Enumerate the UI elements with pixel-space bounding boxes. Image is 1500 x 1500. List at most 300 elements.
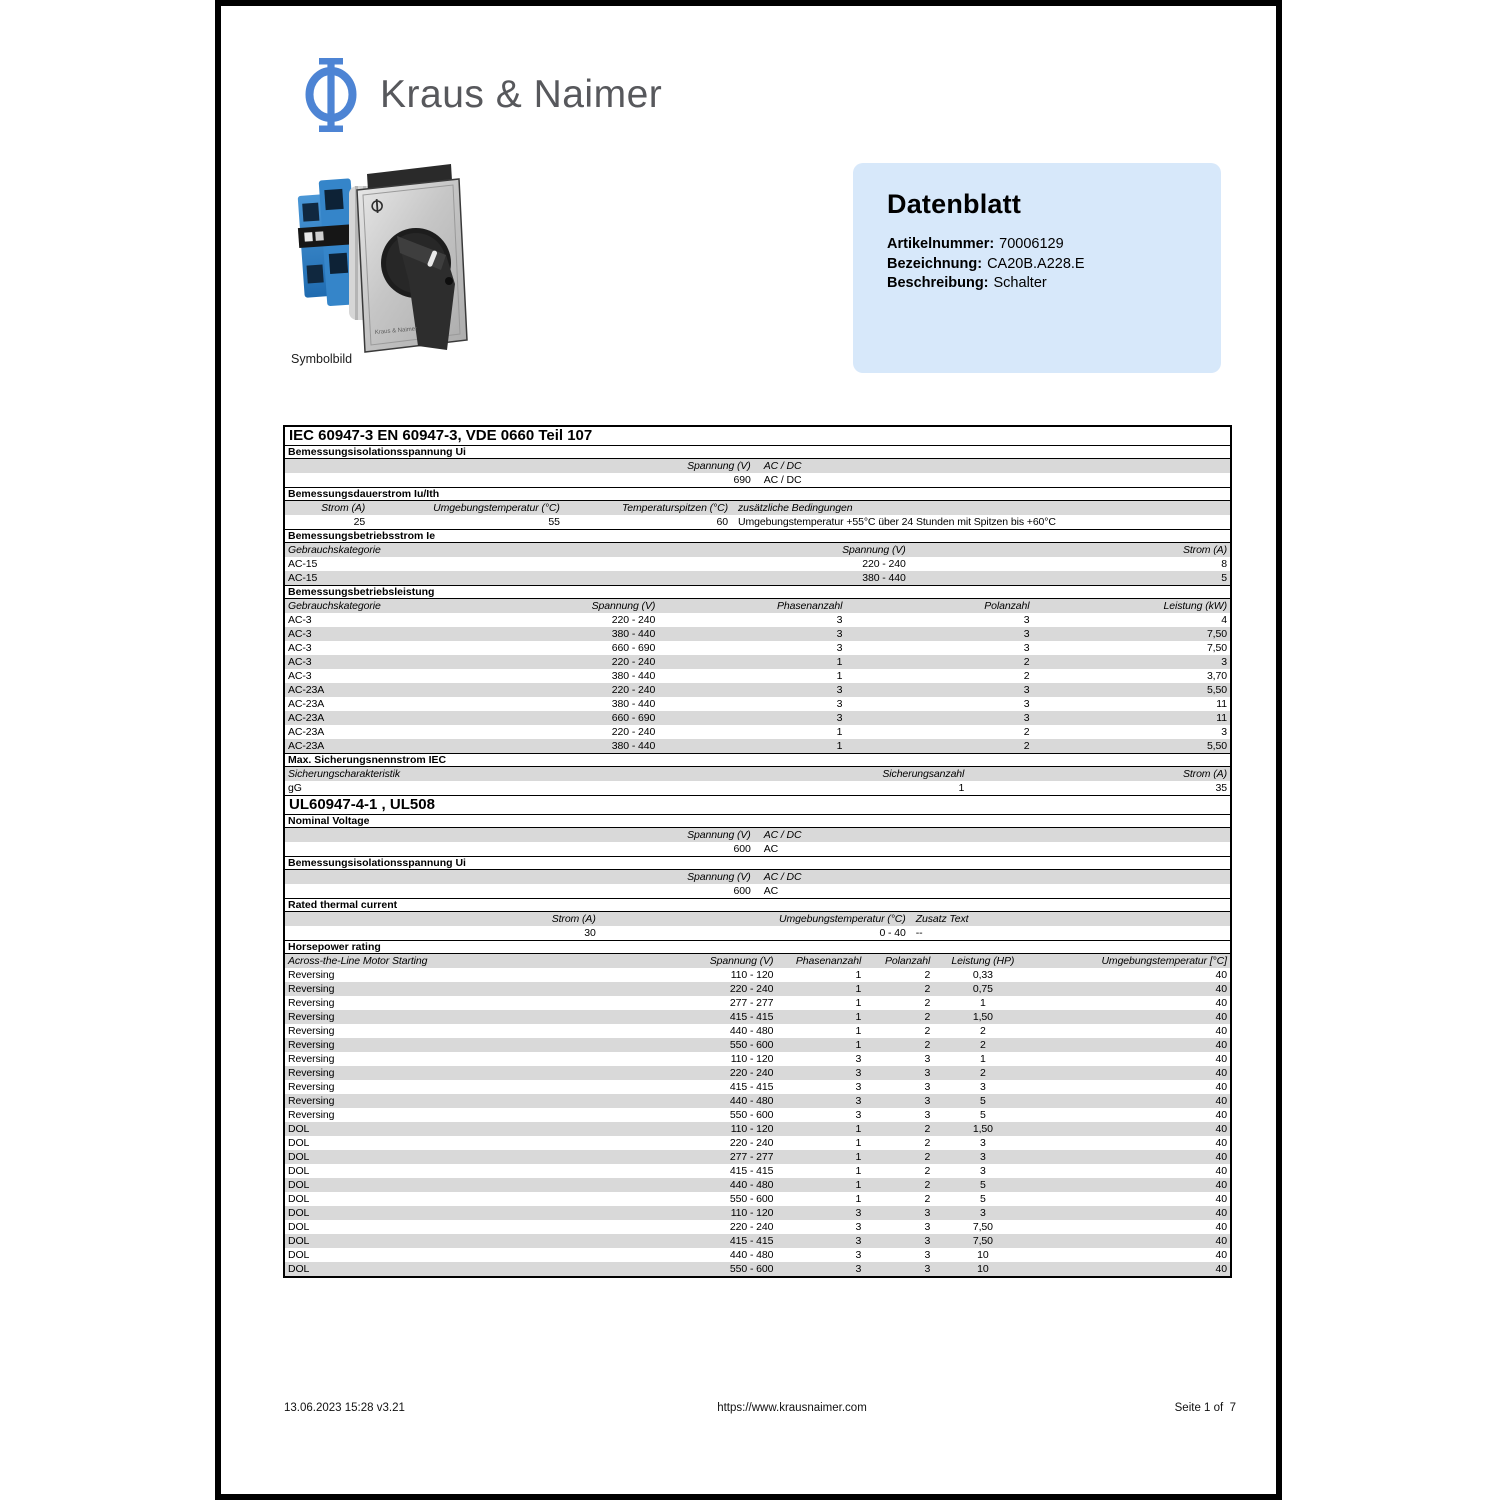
table-header-cell: Leistung (kW) — [1163, 600, 1227, 612]
table-header-cell: Phasenanzahl — [777, 600, 843, 612]
datasheet-info-box — [853, 163, 1221, 373]
table-header-cell: Strom (A) — [321, 502, 366, 514]
table-cell: DOL — [288, 1249, 310, 1261]
table-cell: 2 — [924, 1179, 931, 1191]
table-data-row — [285, 982, 1230, 996]
table-header-cell: Strom (A) — [551, 913, 596, 925]
table-cell: 110 - 120 — [730, 1207, 774, 1219]
table-header-row — [285, 501, 1230, 515]
table-cell: Reversing — [288, 983, 335, 995]
table-cell: 40 — [1215, 1249, 1227, 1261]
table-cell: Reversing — [288, 1039, 335, 1051]
table-header-cell: Phasenanzahl — [795, 955, 862, 967]
table-data-row — [285, 1234, 1230, 1248]
table-cell: 0 - 40 — [879, 927, 906, 939]
table-cell: 40 — [1215, 1053, 1227, 1065]
table-subtitle-row: Nominal Voltage — [285, 815, 1230, 828]
table-cell: Reversing — [288, 969, 335, 981]
table-cell: 40 — [1215, 1151, 1227, 1163]
designation-line — [887, 255, 1201, 275]
table-cell: 2 — [1023, 726, 1030, 738]
description-value: Schalter — [993, 275, 1047, 291]
table-cell: DOL — [288, 1221, 310, 1233]
table-cell: 40 — [1215, 1025, 1227, 1037]
table-cell: 2 — [979, 1067, 986, 1079]
article-number-value: 70006129 — [999, 236, 1064, 252]
table-data-row — [285, 571, 1230, 585]
table-header-cell: Leistung (HP) — [951, 955, 1015, 967]
designation-value: CA20B.A228.E — [987, 255, 1085, 272]
table-data-row — [285, 641, 1230, 655]
table-cell: 2 — [924, 997, 931, 1009]
table-cell: 3 — [924, 1109, 931, 1121]
table-data-row — [285, 1066, 1230, 1080]
table-cell: 690 — [733, 474, 751, 486]
table-data-row — [285, 996, 1230, 1010]
table-cell: 1 — [855, 969, 862, 981]
table-cell: 1 — [836, 740, 843, 752]
table-cell: 3 — [924, 1207, 931, 1219]
table-cell: 3 — [836, 642, 843, 654]
table-cell: 440 - 480 — [729, 1249, 774, 1261]
table-cell: 5 — [979, 1095, 986, 1107]
table-data-row — [285, 1220, 1230, 1234]
table-cell: 5 — [979, 1179, 986, 1191]
table-cell: 277 - 277 — [729, 997, 774, 1009]
table-header-row — [285, 870, 1230, 884]
table-data-row — [285, 1150, 1230, 1164]
table-cell: 380 - 440 — [611, 740, 656, 752]
table-cell: 1 — [836, 726, 843, 738]
table-cell: 550 - 600 — [729, 1193, 774, 1205]
table-cell: 2 — [924, 1193, 931, 1205]
table-data-row — [285, 1136, 1230, 1150]
table-cell: 3 — [855, 1249, 862, 1261]
table-cell: 2 — [1023, 656, 1030, 668]
table-cell: 3 — [836, 614, 843, 626]
table-cell: 3 — [1023, 628, 1030, 640]
table-cell: 2 — [924, 983, 931, 995]
table-cell: 3 — [924, 1235, 931, 1247]
table-cell: AC-23A — [288, 740, 325, 752]
table-header-cell: Polanzahl — [984, 600, 1030, 612]
table-cell: 1,50 — [972, 1011, 993, 1023]
table-cell: 3 — [979, 1207, 986, 1219]
table-cell: 55 — [548, 516, 560, 528]
table-cell: 2 — [979, 1025, 986, 1037]
table-cell: 440 - 480 — [729, 1179, 774, 1191]
table-cell: AC-3 — [288, 642, 312, 654]
footer-url: https://www.krausnaimer.com — [717, 1402, 867, 1414]
table-subtitle-row: Bemessungsisolationsspannung Ui — [285, 856, 1230, 870]
table-cell: 3 — [836, 698, 843, 710]
table-cell: 3 — [855, 1207, 862, 1219]
table-cell: 1 — [855, 1039, 862, 1051]
table-data-row — [285, 1206, 1230, 1220]
table-data-row — [285, 1094, 1230, 1108]
table-cell: 2 — [924, 1137, 931, 1149]
table-cell: 1 — [855, 1179, 862, 1191]
table-header-cell: Gebrauchskategorie — [288, 600, 381, 612]
brand-name: Kraus & Naimer — [380, 73, 663, 116]
table-header-cell: Polanzahl — [885, 955, 931, 967]
table-cell: 3 — [836, 628, 843, 640]
table-cell: 2 — [924, 1123, 931, 1135]
table-cell: 3 — [979, 1151, 986, 1163]
table-cell: 3 — [855, 1095, 862, 1107]
table-header-cell: Umgebungstemperatur (°C) — [779, 913, 906, 925]
table-cell: 2 — [924, 1025, 931, 1037]
table-cell: AC — [763, 843, 779, 855]
table-cell: 3 — [1023, 698, 1030, 710]
table-cell: 7,50 — [1206, 628, 1227, 640]
table-cell: AC-23A — [288, 726, 325, 738]
table-cell: 3 — [855, 1109, 862, 1121]
table-data-row — [285, 655, 1230, 669]
table-cell: AC-15 — [288, 572, 318, 584]
table-cell: 3 — [1221, 656, 1227, 668]
table-cell: 1 — [836, 670, 843, 682]
table-header-cell: AC / DC — [763, 460, 802, 472]
table-cell: 5,50 — [1206, 740, 1227, 752]
brand-logo — [305, 56, 662, 134]
table-cell: 2 — [1023, 670, 1030, 682]
table-cell: -- — [915, 927, 923, 939]
table-cell: 3 — [855, 1235, 862, 1247]
table-cell: 3 — [836, 712, 843, 724]
table-cell: 600 — [733, 843, 751, 855]
table-cell: 5 — [979, 1193, 986, 1205]
table-cell: 1,50 — [972, 1123, 993, 1135]
table-header-cell: Spannung (V) — [687, 829, 751, 841]
table-cell: 40 — [1215, 1067, 1227, 1079]
table-subtitle-row: Bemessungsbetriebsleistung — [285, 585, 1230, 599]
table-cell: 40 — [1215, 1179, 1227, 1191]
table-cell: 2 — [924, 1011, 931, 1023]
table-data-row — [285, 1122, 1230, 1136]
table-cell: 3 — [855, 1067, 862, 1079]
table-header-cell: Spannung (V) — [842, 544, 906, 556]
table-cell: 10 — [977, 1249, 989, 1261]
footer-page-number: Seite 1 of 7 — [1174, 1402, 1236, 1414]
table-header-cell: Spannung (V) — [591, 600, 656, 612]
table-cell: 7,50 — [972, 1221, 993, 1233]
table-cell: Reversing — [288, 1067, 335, 1079]
table-cell: Reversing — [288, 1095, 335, 1107]
table-data-row — [285, 1052, 1230, 1066]
table-cell: 8 — [1221, 558, 1227, 570]
table-cell: 3 — [924, 1053, 931, 1065]
table-cell: 3 — [924, 1095, 931, 1107]
table-data-row — [285, 1192, 1230, 1206]
table-header-cell: zusätzliche Bedingungen — [738, 502, 853, 514]
table-cell: DOL — [288, 1263, 310, 1275]
table-header-cell: AC / DC — [763, 829, 802, 841]
table-cell: 1 — [979, 1053, 986, 1065]
plate-brand-text: Kraus & Naimer — [374, 326, 418, 336]
table-cell: 10 — [977, 1263, 989, 1275]
table-cell: 2 — [924, 969, 931, 981]
table-cell: 3 — [836, 684, 843, 696]
table-data-row — [285, 725, 1230, 739]
table-cell: 40 — [1215, 1039, 1227, 1051]
table-cell: 3 — [855, 1081, 862, 1093]
table-cell: 380 - 440 — [611, 670, 656, 682]
table-cell: 110 - 120 — [730, 969, 774, 981]
table-cell: 11 — [1216, 712, 1227, 724]
table-cell: 220 - 240 — [729, 1137, 774, 1149]
table-cell: 7,50 — [1206, 642, 1227, 654]
table-cell: 1 — [855, 1165, 862, 1177]
table-cell: 277 - 277 — [729, 1151, 774, 1163]
table-data-row — [285, 968, 1230, 982]
table-cell: 110 - 120 — [730, 1123, 774, 1135]
table-data-row — [285, 884, 1230, 898]
table-data-row — [285, 926, 1230, 940]
table-cell: 3 — [924, 1081, 931, 1093]
table-data-row — [285, 711, 1230, 725]
table-cell: AC-3 — [288, 614, 312, 626]
table-data-row — [285, 739, 1230, 753]
table-data-row — [285, 697, 1230, 711]
table-cell: 3 — [1023, 642, 1030, 654]
table-cell: 3 — [979, 1081, 986, 1093]
table-cell: 3 — [924, 1263, 931, 1275]
table-cell: 1 — [855, 1137, 862, 1149]
table-header-cell: Strom (A) — [1182, 544, 1227, 556]
table-cell: gG — [288, 782, 302, 794]
table-cell: 1 — [958, 782, 965, 794]
table-cell: 415 - 415 — [729, 1081, 774, 1093]
table-cell: 40 — [1215, 983, 1227, 995]
table-data-row — [285, 683, 1230, 697]
table-cell: 5 — [979, 1109, 986, 1121]
table-cell: 3 — [979, 1165, 986, 1177]
table-data-row — [285, 1262, 1230, 1276]
table-cell: 1 — [855, 997, 862, 1009]
table-data-row — [285, 613, 1230, 627]
table-cell: 3 — [1023, 712, 1030, 724]
table-cell: 2 — [1023, 740, 1030, 752]
table-data-row — [285, 781, 1230, 795]
table-header-cell: Temperaturspitzen (°C) — [621, 502, 729, 514]
product-image — [297, 162, 475, 358]
table-cell: 40 — [1215, 1081, 1227, 1093]
description-label: Beschreibung: — [887, 275, 989, 291]
table-cell: Reversing — [288, 1053, 335, 1065]
table-header-cell: Gebrauchskategorie — [288, 544, 381, 556]
datasheet-page — [215, 0, 1282, 1500]
table-cell: AC-23A — [288, 712, 325, 724]
table-cell: 110 - 120 — [730, 1053, 774, 1065]
table-data-row — [285, 515, 1230, 529]
table-cell: 3 — [924, 1221, 931, 1233]
table-cell: 3 — [1023, 614, 1030, 626]
table-cell: 2 — [924, 1165, 931, 1177]
table-subtitle-row: Bemessungsisolationsspannung Ui — [285, 446, 1230, 459]
table-cell: AC-23A — [288, 698, 325, 710]
table-cell: 660 - 690 — [611, 712, 656, 724]
article-number-label: Artikelnummer: — [887, 236, 995, 252]
table-cell: 40 — [1215, 1221, 1227, 1233]
table-cell: 40 — [1215, 997, 1227, 1009]
table-cell: 220 - 240 — [729, 1067, 774, 1079]
table-cell: DOL — [288, 1137, 310, 1149]
table-cell: 220 - 240 — [611, 726, 656, 738]
table-data-row — [285, 1108, 1230, 1122]
table-cell: 0,33 — [972, 969, 993, 981]
table-cell: DOL — [288, 1179, 310, 1191]
table-cell: 40 — [1215, 969, 1227, 981]
table-subtitle-row: Bemessungsdauerstrom Iu/Ith — [285, 487, 1230, 501]
table-cell: 220 - 240 — [611, 684, 656, 696]
table-header-cell: AC / DC — [763, 871, 802, 883]
table-cell: 1 — [855, 1025, 862, 1037]
table-header-cell: Across-the-Line Motor Starting — [288, 955, 428, 967]
table-header-cell: Spannung (V) — [709, 955, 774, 967]
table-cell: 660 - 690 — [611, 642, 656, 654]
table-cell: 415 - 415 — [729, 1011, 774, 1023]
table-header-cell: Spannung (V) — [687, 460, 751, 472]
table-cell: 7,50 — [972, 1235, 993, 1247]
table-cell: 3 — [1023, 684, 1030, 696]
table-cell: 40 — [1215, 1109, 1227, 1121]
table-cell: 440 - 480 — [729, 1025, 774, 1037]
table-cell: 1 — [855, 1151, 862, 1163]
table-cell: 1 — [855, 983, 862, 995]
table-data-row — [285, 1164, 1230, 1178]
table-cell: 40 — [1215, 1207, 1227, 1219]
table-data-row — [285, 669, 1230, 683]
table-cell: Reversing — [288, 1081, 335, 1093]
table-cell: 40 — [1215, 1193, 1227, 1205]
table-cell: 3 — [855, 1221, 862, 1233]
symbolbild-caption: Symbolbild — [291, 352, 353, 366]
page-footer — [221, 1402, 1276, 1418]
table-header-cell: Umgebungstemperatur [°C] — [1101, 955, 1227, 967]
designation-label: Bezeichnung: — [887, 255, 983, 272]
footer-date-version: 13.06.2023 15:28 v3.21 — [284, 1402, 405, 1414]
table-cell: 3 — [924, 1067, 931, 1079]
table-data-row — [285, 1178, 1230, 1192]
table-cell: AC-3 — [288, 656, 312, 668]
table-header-row — [285, 459, 1230, 473]
description-line — [887, 274, 1201, 294]
ratings-table — [283, 425, 1232, 1278]
table-cell: 1 — [855, 1193, 862, 1205]
table-cell: Reversing — [288, 1109, 335, 1121]
table-data-row — [285, 627, 1230, 641]
table-cell: AC-3 — [288, 628, 312, 640]
table-cell: 3 — [979, 1137, 986, 1149]
table-header-row — [285, 954, 1230, 968]
table-cell: 550 - 600 — [729, 1109, 774, 1121]
table-cell: Reversing — [288, 997, 335, 1009]
table-subtitle-row: Horsepower rating — [285, 940, 1230, 954]
table-title-row: UL60947-4-1 , UL508 — [285, 795, 1230, 815]
table-header-cell: Sicherungsanzahl — [882, 768, 965, 780]
table-cell: 380 - 440 — [611, 698, 656, 710]
table-header-row — [285, 599, 1230, 613]
table-cell: Reversing — [288, 1025, 335, 1037]
table-subtitle-row: Bemessungsbetriebsstrom Ie — [285, 529, 1230, 543]
table-cell: 40 — [1215, 1165, 1227, 1177]
table-cell: 4 — [1221, 614, 1227, 626]
table-cell: 220 - 240 — [729, 983, 774, 995]
table-cell: 40 — [1215, 1011, 1227, 1023]
table-cell: 3 — [924, 1249, 931, 1261]
table-header-cell: Sicherungscharakteristik — [288, 768, 400, 780]
table-cell: 1 — [979, 997, 986, 1009]
table-cell: DOL — [288, 1193, 310, 1205]
table-cell: AC — [763, 885, 779, 897]
table-cell: 3 — [1221, 726, 1227, 738]
table-cell: AC / DC — [763, 474, 802, 486]
table-cell: 40 — [1215, 1235, 1227, 1247]
table-cell: 415 - 415 — [729, 1235, 774, 1247]
table-data-row — [285, 473, 1230, 487]
table-header-row — [285, 543, 1230, 557]
datasheet-title: Datenblatt — [887, 189, 1022, 219]
table-cell: 40 — [1215, 1123, 1227, 1135]
table-cell: DOL — [288, 1165, 310, 1177]
table-cell: 30 — [584, 927, 596, 939]
article-number-line — [887, 235, 1201, 255]
table-cell: 25 — [353, 516, 366, 528]
table-subtitle-row: Rated thermal current — [285, 898, 1230, 912]
table-cell: 1 — [836, 656, 843, 668]
table-cell: 3 — [855, 1053, 862, 1065]
table-cell: 3 — [855, 1263, 862, 1275]
table-cell: 40 — [1215, 1095, 1227, 1107]
table-cell: 60 — [716, 516, 729, 528]
table-data-row — [285, 1010, 1230, 1024]
table-cell: 380 - 440 — [862, 572, 906, 584]
table-cell: 220 - 240 — [862, 558, 906, 570]
table-header-row — [285, 767, 1230, 781]
table-cell: 415 - 415 — [729, 1165, 774, 1177]
table-cell: 440 - 480 — [729, 1095, 774, 1107]
table-data-row — [285, 842, 1230, 856]
table-cell: AC-15 — [288, 558, 318, 570]
table-cell: 2 — [924, 1151, 931, 1163]
table-cell: 2 — [979, 1039, 986, 1051]
table-cell: 40 — [1215, 1263, 1227, 1275]
table-cell: 40 — [1215, 1137, 1227, 1149]
table-cell: 220 - 240 — [611, 614, 656, 626]
kraus-naimer-phi-logo-icon — [305, 58, 357, 132]
table-header-row — [285, 828, 1230, 842]
table-cell: 1 — [855, 1123, 862, 1135]
table-cell: 220 - 240 — [729, 1221, 774, 1233]
table-header-cell: Zusatz Text — [915, 913, 969, 925]
table-cell: 600 — [733, 885, 751, 897]
table-subtitle-row: Max. Sicherungsnennstrom IEC — [285, 753, 1230, 767]
table-cell: Umgebungstemperatur +55°C über 24 Stunden mit Spitzen bis +60°C — [738, 516, 1056, 528]
table-cell: 2 — [924, 1039, 931, 1051]
table-header-row — [285, 912, 1230, 926]
table-cell: AC-23A — [288, 684, 325, 696]
table-header-cell: Umgebungstemperatur (°C) — [433, 502, 560, 514]
table-cell: 1 — [855, 1011, 862, 1023]
table-cell: 550 - 600 — [729, 1263, 774, 1275]
table-cell: DOL — [288, 1123, 310, 1135]
table-cell: 5,50 — [1206, 684, 1227, 696]
table-cell: 35 — [1215, 782, 1227, 794]
table-header-cell: Strom (A) — [1182, 768, 1227, 780]
table-cell: DOL — [288, 1235, 310, 1247]
table-cell: DOL — [288, 1151, 310, 1163]
